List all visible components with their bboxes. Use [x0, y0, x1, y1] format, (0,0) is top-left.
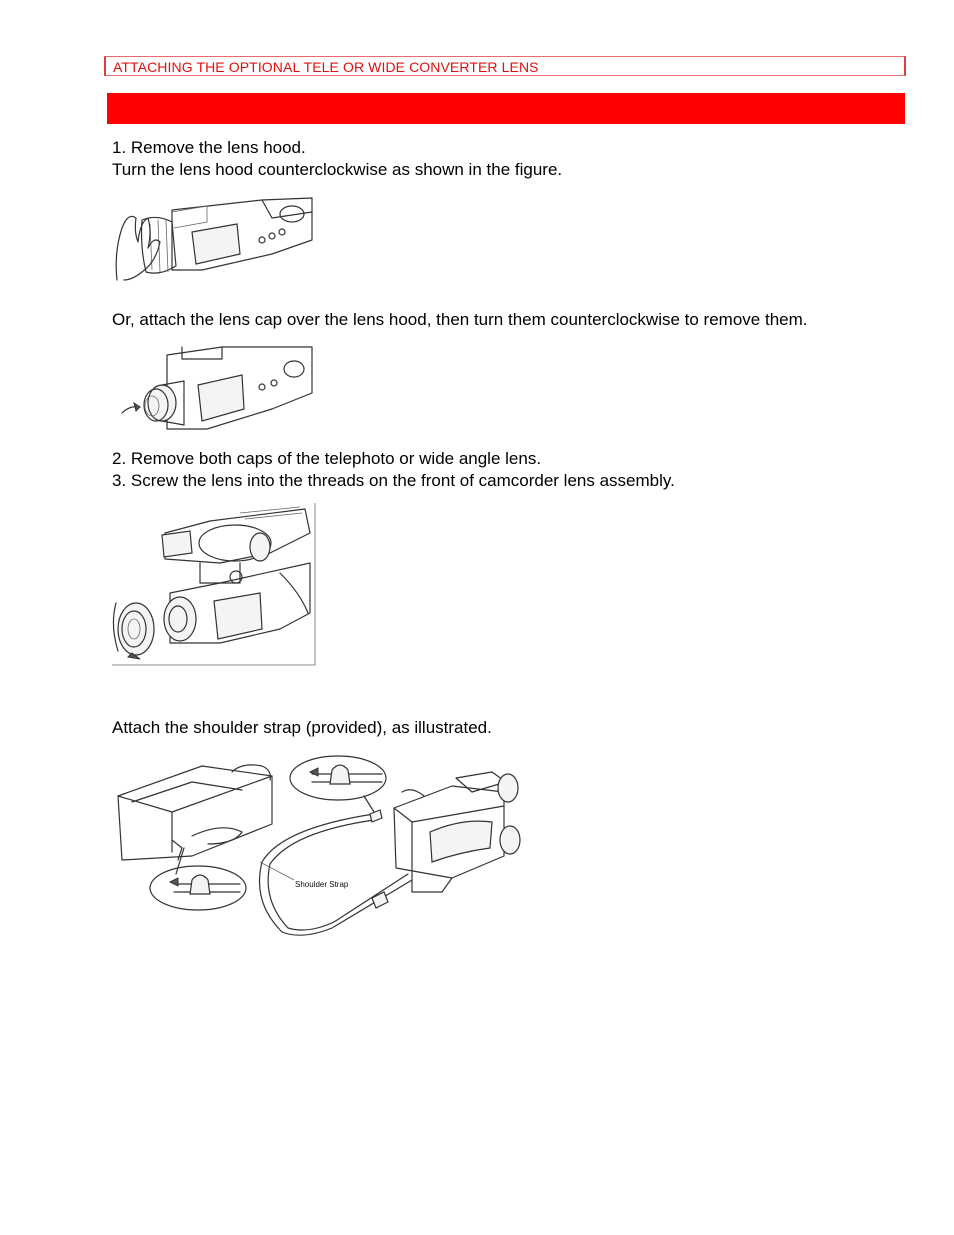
strap-instruction: Attach the shoulder strap (provided), as illustrated.: [112, 718, 492, 737]
figure-shoulder-strap: [112, 752, 524, 940]
step1-detail: Turn the lens hood counterclockwise as shown in the figure.: [112, 160, 563, 179]
red-divider-bar: [107, 93, 905, 124]
shoulder-strap-label: Shoulder Strap: [295, 880, 349, 889]
step1-alternative: Or, attach the lens cap over the lens hood, then turn them counterclockwise to remove them.: [112, 310, 808, 329]
figure-screw-converter-lens: [110, 503, 320, 668]
step1-title: 1. Remove the lens hood.: [112, 138, 306, 157]
step3: 3. Screw the lens into the threads on the front of camcorder lens assembly.: [112, 471, 675, 490]
figure-lens-cap-removal: [112, 345, 317, 435]
section-title: ATTACHING THE OPTIONAL TELE OR WIDE CONVERTER LENS: [113, 59, 539, 75]
figure-remove-lens-hood: [112, 192, 317, 284]
section-header: [104, 56, 906, 76]
step2: 2. Remove both caps of the telephoto or wide angle lens.: [112, 449, 542, 468]
